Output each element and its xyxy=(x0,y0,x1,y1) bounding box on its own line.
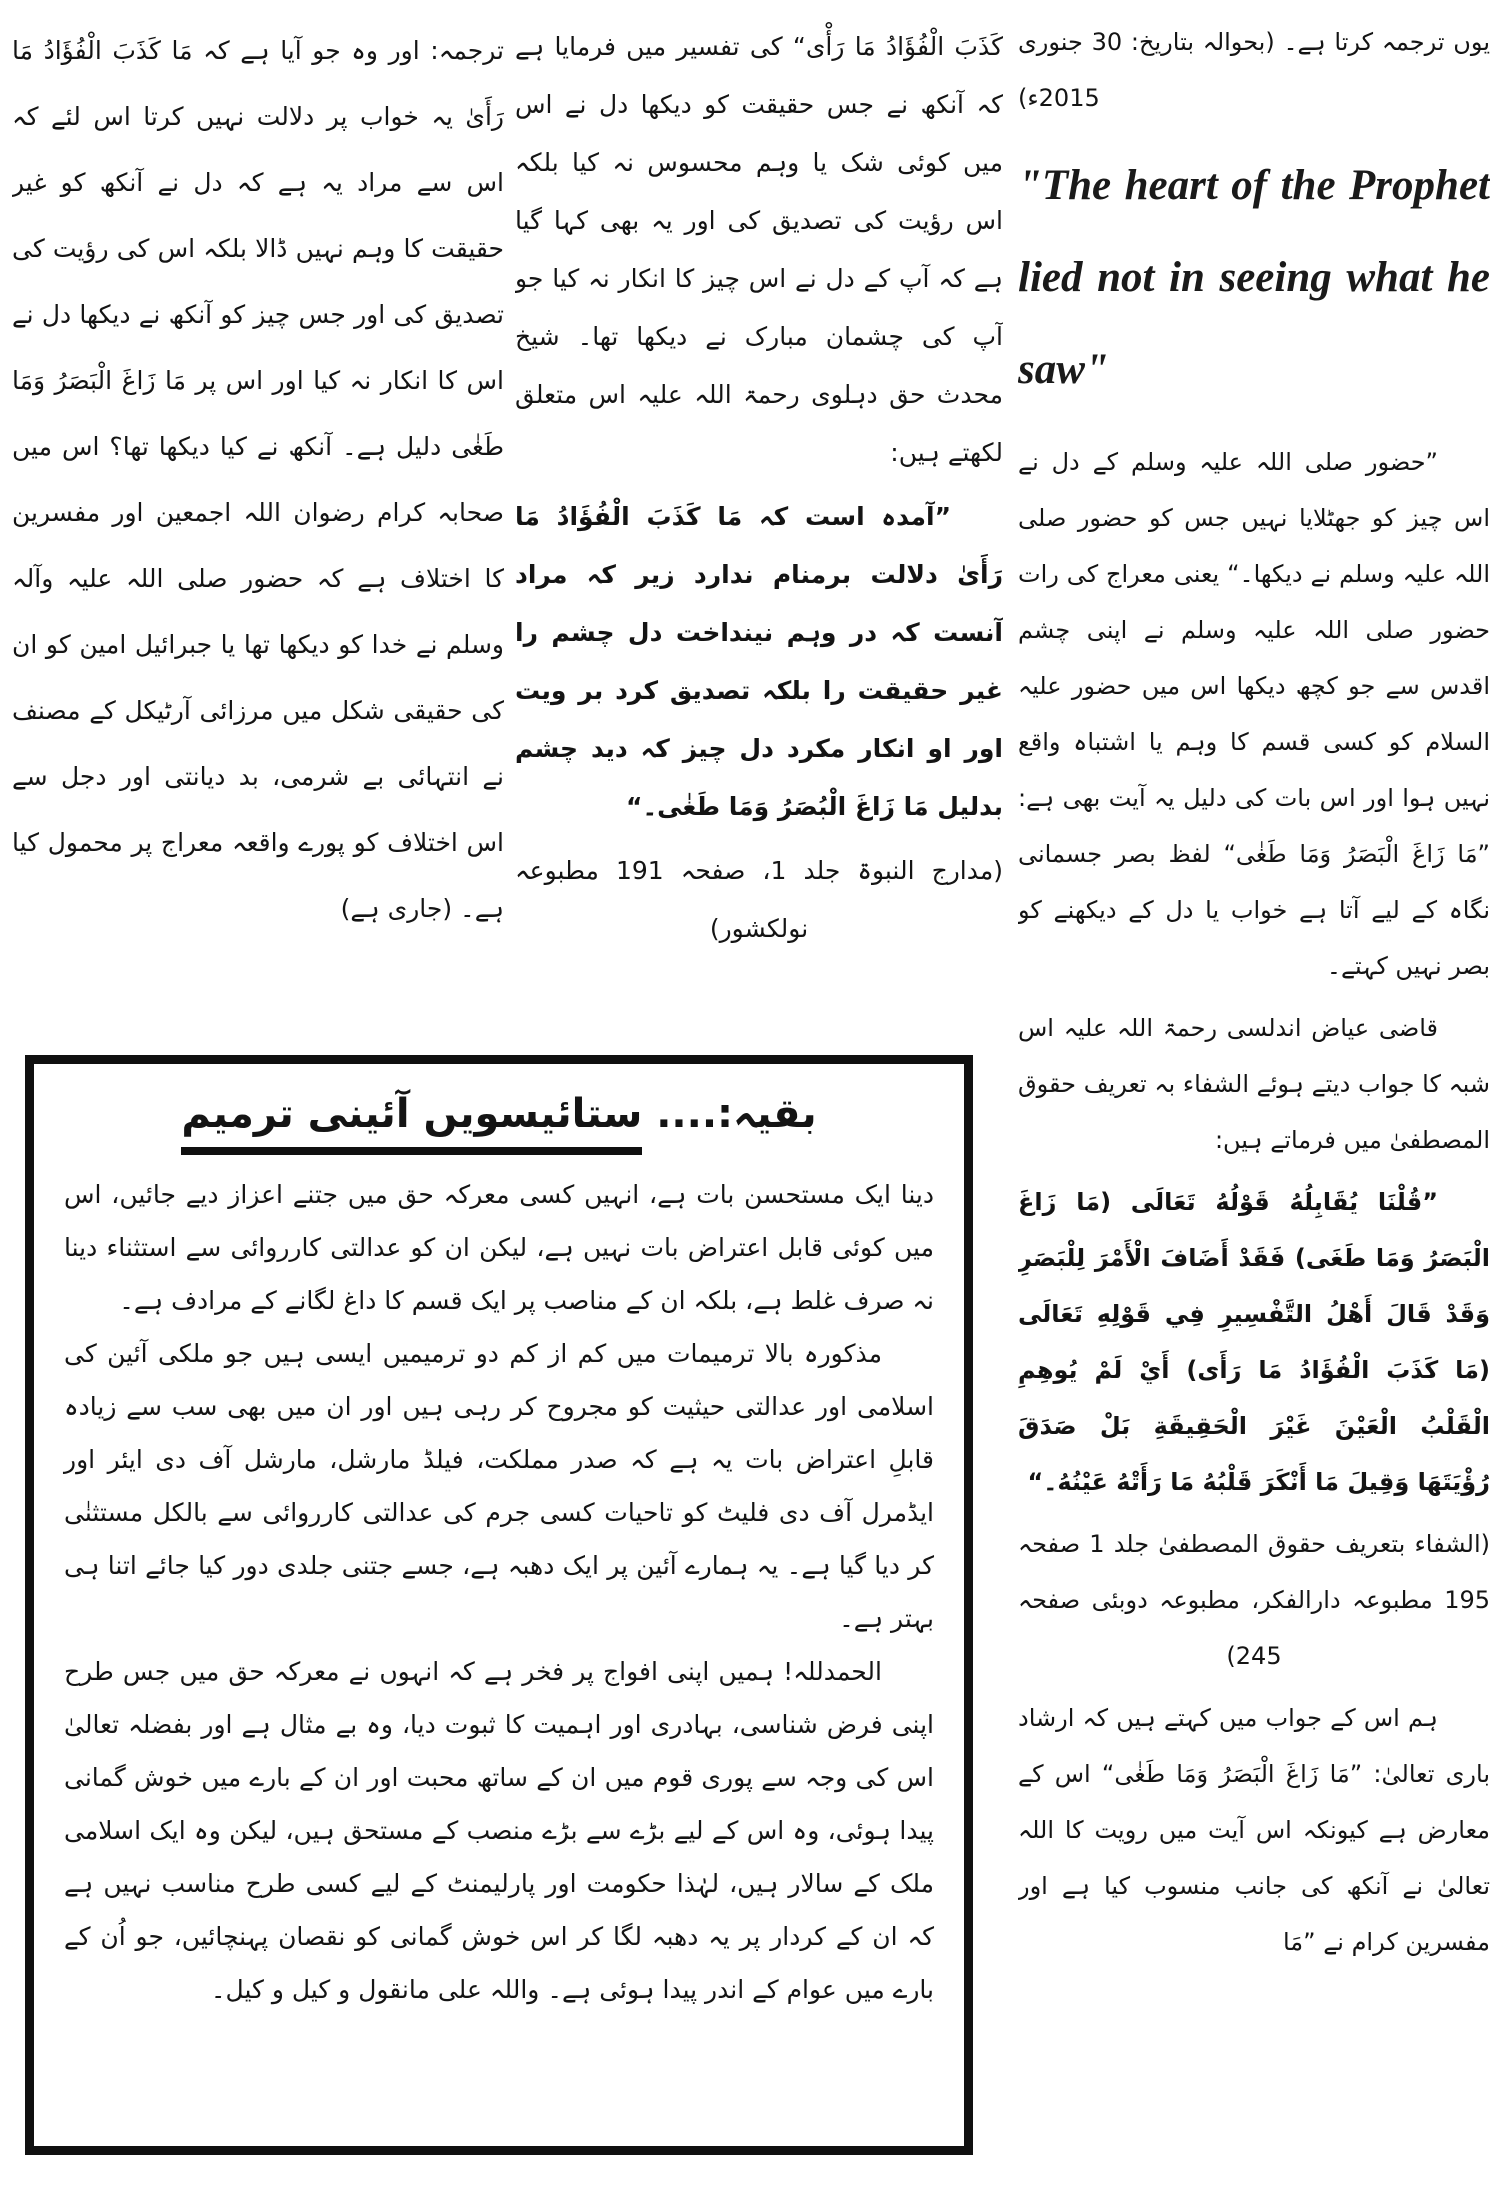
right-column-paragraph-3: ہم اس کے جواب میں کہتے ہیں کہ ارشاد باری تعالیٰ: ”مَا زَاغَ الْبَصَرُ وَمَا طَغٰی“ اس کے معارض ہے کیونکہ اس آیت میں رویت کا اللہ تعالیٰ نے آنکھ کی جانب منسوب کیا ہے اور مفسرین کرام نے ”مَا xyxy=(1018,1704,1490,1956)
shifa-citation: (الشفاء بتعریف حقوق المصطفیٰ جلد 1 صفحہ 195 مطبوعہ دارالفکر، مطبوعہ دوبئی صفحہ 245) xyxy=(1018,1530,1490,1670)
right-column-paragraph-1: ”حضور صلی اللہ علیہ وسلم کے دل نے اس چیز کو جھٹلایا نہیں جس کو حضور صلی اللہ علیہ وسلم نے دیکھا۔“ یعنی معراج کی رات حضور صلی اللہ علیہ وسلم نے اپنی چشم اقدس سے جو کچھ دیکھا اس میں حضور علیہ السلام کو کسی قسم کا وہم یا اشتباہ واقع نہیں ہوا اور اس بات کی دلیل یہ آیت بھی ہے: ”مَا زَاغَ الْبَصَرُ وَمَا طَغٰی“ لفظ بصر جسمانی نگاہ کے لیے آتا ہے خواب یا دل کے دیکھنے کو بصر نہیں کہتے۔ xyxy=(1018,448,1490,980)
box-paragraph-2: مذکورہ بالا ترمیمات میں کم از کم دو ترمیمیں ایسی ہیں جو ملکی آئین کی اسلامی اور عدالتی حیثیت کو مجروح کر رہی ہیں اور ان میں بھی سب سے زیادہ قابلِ اعتراض بات یہ ہے کہ صدر مملکت، فیلڈ مارشل، مارشل آف دی ایئر اور ایڈمرل آف دی فلیٹ کو تاحیات کسی جرم کی عدالتی کارروائی سے بالکل مستثنٰی کر دیا گیا ہے۔ یہ ہمارے آئین پر ایک دھبہ ہے، جسے جتنی جلدی دور کیا جائے اتنا ہی بہتر ہے۔ xyxy=(64,1339,934,1633)
box-paragraph-3: الحمدللہ! ہمیں اپنی افواج پر فخر ہے کہ انہوں نے معرکہ حق میں جس طرح اپنی فرض شناسی، بہادری اور اہمیت کا ثبوت دیا، وہ بے مثال ہے اور بفضلہ تعالیٰ اس کی وجہ سے پوری قوم میں ان کے ساتھ محبت اور ان کے بارے میں خوش گمانی پیدا ہوئی، وہ اس کے لیے بڑے سے بڑے منصب کے مستحق ہیں، لیکن وہ ایک اسلامی ملک کے سالار ہیں، لہٰذا حکومت اور پارلیمنٹ کے لیے کسی طرح مناسب نہیں ہے کہ ان کے کردار پر یہ دھبہ لگا کر اس خوش گمانی کو نقصان پہنچائیں، جو اُن کے بارے میں عوام کے اندر پیدا ہوئی ہے۔ واللہ علی مانقول و کیل و کیل۔ xyxy=(64,1657,934,2004)
right-column-paragraph-2: قاضی عیاض اندلسی رحمۃ اللہ علیہ اس شبہ کا جواب دیتے ہوئے الشفاء بہ تعریف حقوق المصطفیٰ میں فرماتے ہیں: xyxy=(1018,1014,1490,1154)
english-pull-quote: "The heart of the Prophet lied not in seeing what he saw" xyxy=(1018,162,1490,393)
persian-quote: ”آمدہ است کہ مَا كَذَبَ الْفُؤَادُ مَا رَأَىٰ دلالت برمنام ندارد زیر کہ مراد آنست کہ در وہم نینداخت دل چشم را غیر حقیقت را بلکہ تصدیق کرد بر ویت اور او انکار مکرد دل چیز کہ دید چشم بدلیل مَا زَاغَ الْبُصَرُ وَمَا طَغٰی۔“ xyxy=(515,502,1003,821)
right-column xyxy=(1018,14,1490,2186)
middle-column-paragraph: كَذَبَ الْفُؤَادُ مَا رَأْی“ کی تفسیر میں فرمایا ہے کہ آنکھ نے جس حقیقت کو دیکھا دل نے اس میں کوئی شک یا وہم محسوس نہ کیا بلکہ اس رؤیت کی تصدیق کی اور یہ بھی کہا گیا ہے کہ آپ کے دل نے اس چیز کا انکار نہ کیا جو آپ کی چشمان مبارک نے دیکھا تھا۔ شیخ محدث حق دہلوی رحمۃ اللہ علیہ اس متعلق لکھتے ہیں: xyxy=(515,32,1003,467)
left-column-paragraph: ترجمہ: اور وہ جو آیا ہے کہ مَا كَذَبَ الْفُؤَادُ مَا رَأَىٰ یہ خواب پر دلالت نہیں کرتا اس لئے کہ اس سے مراد یہ ہے کہ دل نے آنکھ کو غیر حقیقت کا وہم نہیں ڈالا بلکہ اس کی رؤیت کی تصدیق کی اور جس چیز کو آنکھ نے دیکھا دل نے اس کا انکار نہ کیا اور اس پر مَا زَاغَ الْبَصَرُ وَمَا طَغٰی دلیل ہے۔ آنکھ نے کیا دیکھا تھا؟ اس میں صحابہ کرام رضوان اللہ اجمعین اور مفسرین کا اختلاف ہے کہ حضور صلی اللہ علیہ وآلہ وسلم نے خدا کو دیکھا تھا یا جبرائیل امین کو ان کی حقیقی شکل میں مرزائی آرٹیکل کے مصنف نے انتہائی بے شرمی، بد دیانتی اور دجل سے اس اختلاف کو پورے واقعہ معراج پر محمول کیا ہے۔ (جاری ہے) xyxy=(12,36,504,923)
left-column xyxy=(12,18,504,1053)
arabic-quote-shifa: ”قُلْنَا يُقَابِلُهُ قَوْلُهُ تَعَالَى (مَا زَاغَ الْبَصَرُ وَمَا طَغَى) فَقَدْ أَضَافَ الْأَمْرَ لِلْبَصَرِ وَقَدْ قَالَ أَهْلُ التَّفْسِيرِ فِي قَوْلِهِ تَعَالَى (مَا كَذَبَ الْفُؤَادُ مَا رَأَى) أَيْ لَمْ يُوهِمِ الْقَلْبُ الْعَيْنَ غَيْرَ الْحَقِيقَةِ بَلْ صَدَقَ رُؤْيَتَهَا وَقِيلَ مَا أَنْكَرَ قَلْبُهُ مَا رَأَتْهُ عَيْنُهُ۔“ xyxy=(1018,1188,1490,1496)
middle-column xyxy=(515,18,1003,1053)
madarij-citation: (مدارج النبوۃ جلد 1، صفحہ 191 مطبوعہ نولکشور) xyxy=(515,856,1003,943)
continuation-box xyxy=(25,1055,973,2155)
box-paragraph-1: دینا ایک مستحسن بات ہے، انہیں کسی معرکہ حق میں جتنے اعزاز دیے جائیں، اس میں کوئی قابل اعتراض بات نہیں ہے، لیکن ان کو عدالتی کارروائی سے استثناء دینا نہ صرف غلط ہے، بلکہ ان کے مناصب پر ایک قسم کا داغ لگانے کے مرادف ہے۔ xyxy=(64,1180,934,1315)
continuation-title-27th-constitutional-amendment: ستائیسویں آئینی ترمیم xyxy=(181,1091,642,1155)
continuation-label: بقیہ:.... xyxy=(656,1091,817,1137)
continuation-box-heading xyxy=(64,1082,934,1146)
reference-date-paragraph: یوں ترجمہ کرتا ہے۔ (بحوالہ بتاریخ: 30 جنوری 2015ء) xyxy=(1018,28,1490,112)
